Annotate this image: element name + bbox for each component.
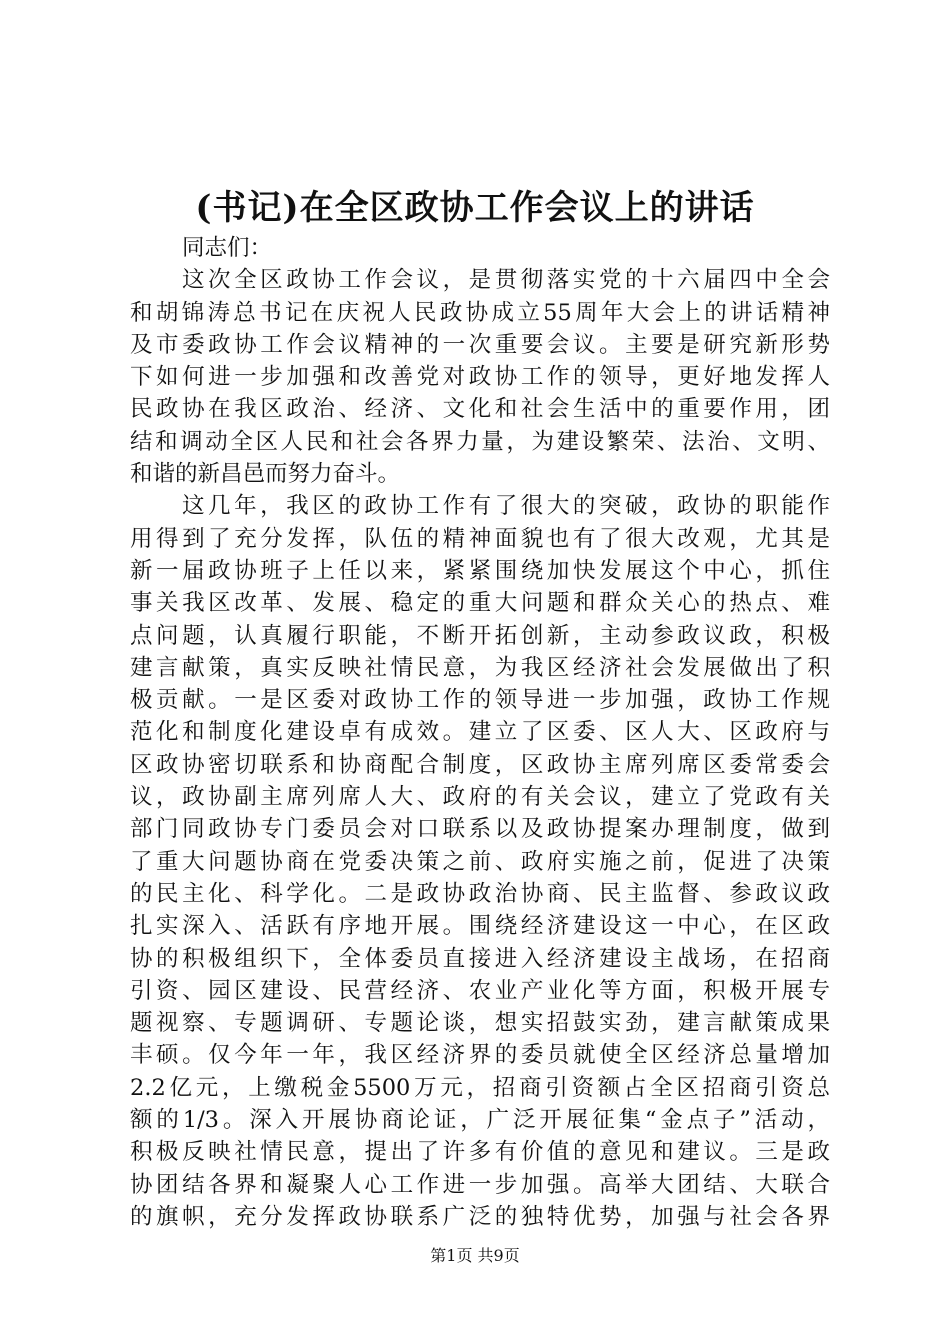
text-line: 引资、园区建设、民营经济、农业产业化等方面，积极开展专 <box>130 977 830 1004</box>
text-line: 新一届政协班子上任以来，紧紧围绕加快发展这个中心，抓住 <box>130 557 830 584</box>
document-title: (书记)在全区政协工作会议上的讲话 <box>195 188 755 228</box>
document-body <box>130 232 830 1233</box>
text-line: 范化和制度化建设卓有成效。建立了区委、区人大、区政府与 <box>130 719 830 746</box>
text-line: 部门同政协专门委员会对口联系以及政协提案办理制度，做到 <box>130 816 830 843</box>
text-line: 这几年，我区的政协工作有了很大的突破，政协的职能作 <box>182 493 830 520</box>
text-line: 题视察、专题调研、专题论谈，想实招鼓实劲，建言献策成果 <box>130 1010 830 1037</box>
text-line: 和谐的新昌邑而努力奋斗。 <box>130 461 401 488</box>
text-line: 议，政协副主席列席人大、政府的有关会议，建立了党政有关 <box>130 784 830 811</box>
text-line: 点问题，认真履行职能，不断开拓创新，主动参政议政，积极 <box>130 622 830 649</box>
text-line: 协团结各界和凝聚人心工作进一步加强。高举大团结、大联合 <box>130 1171 830 1198</box>
text-line: 的旗帜，充分发挥政协联系广泛的独特优势，加强与社会各界 <box>130 1203 830 1230</box>
text-line: 同志们： <box>182 235 273 261</box>
text-line: 2.2亿元，上缴税金5500万元，招商引资额占全区招商引资总 <box>130 1074 830 1101</box>
text-line: 这次全区政协工作会议，是贯彻落实党的十六届四中全会 <box>182 267 830 294</box>
text-line: 和胡锦涛总书记在庆祝人民政协成立55周年大会上的讲话精神 <box>130 299 830 326</box>
text-line: 结和调动全区人民和社会各界力量，为建设繁荣、法治、文明、 <box>130 428 830 455</box>
text-line: 协的积极组织下，全体委员直接进入经济建设主战场，在招商 <box>130 945 830 972</box>
text-line: 用得到了充分发挥，队伍的精神面貌也有了很大改观，尤其是 <box>130 525 830 552</box>
text-line: 的民主化、科学化。二是政协政治协商、民主监督、参政议政 <box>130 880 830 907</box>
text-line: 民政协在我区政治、经济、文化和社会生活中的重要作用，团 <box>130 396 830 423</box>
text-line: 事关我区改革、发展、稳定的重大问题和群众关心的热点、难 <box>130 590 830 617</box>
text-line: 极贡献。一是区委对政协工作的领导进一步加强，政协工作规 <box>130 687 830 714</box>
text-line: 额的1/3。深入开展协商论证，广泛开展征集“金点子”活动， <box>130 1107 830 1134</box>
text-line: 了重大问题协商在党委决策之前、政府实施之前，促进了决策 <box>130 848 830 875</box>
text-line: 下如何进一步加强和改善党对政协工作的领导，更好地发挥人 <box>130 364 830 391</box>
text-line: 积极反映社情民意，提出了许多有价值的意见和建议。三是政 <box>130 1139 830 1166</box>
text-line: 建言献策，真实反映社情民意，为我区经济社会发展做出了积 <box>130 654 830 681</box>
page-footer: 第1页 共9页 <box>430 1246 520 1265</box>
text-line: 及市委政协工作会议精神的一次重要会议。主要是研究新形势 <box>130 331 830 358</box>
text-line: 丰硕。仅今年一年，我区经济界的委员就使全区经济总量增加 <box>130 1042 830 1069</box>
text-line: 扎实深入、活跃有序地开展。围绕经济建设这一中心，在区政 <box>130 913 830 940</box>
text-line: 区政协密切联系和协商配合制度，区政协主席列席区委常委会 <box>130 751 830 778</box>
